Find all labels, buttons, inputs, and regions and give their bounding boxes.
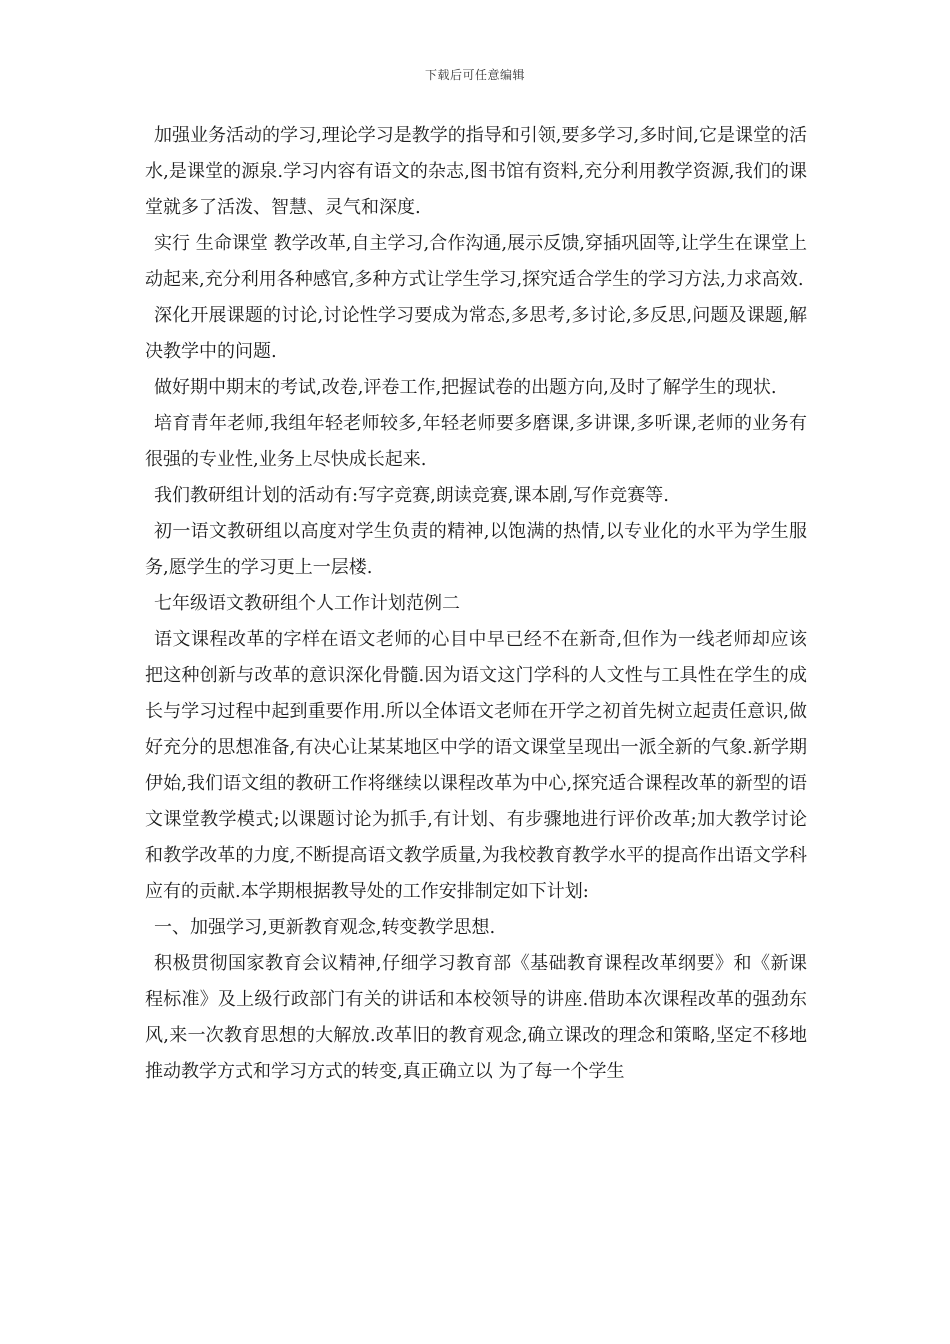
paragraph: 初一语文教研组以高度对学生负责的精神,以饱满的热情,以专业化的水平为学生服务,愿学生的学习更上一层楼.: [145, 521, 807, 578]
section-heading: 一、加强学习,更新教育观念,转变教学思想.: [154, 917, 496, 938]
paragraph: 深化开展课题的讨论,讨论性学习要成为常态,多思考,多讨论,多反思,问题及课题,解决教学中的问题.: [145, 305, 807, 362]
paragraph: 实行 生命课堂 教学改革,自主学习,合作沟通,展示反馈,穿插巩固等,让学生在课堂上动起来,充分利用各种感官,多种方式让学生学习,探究适合学生的学习方法,力求高效.: [145, 233, 807, 290]
paragraph: 积极贯彻国家教育会议精神,仔细学习教育部《基础教育课程改革纲要》和《新课程标准》及上级行政部门有关的讲话和本校领导的讲座.借助本次课程改革的强劲东风,来一次教育思想的大解放.改革旧的教育观念,确立课改的理念和策略,坚定不移地推动教学方式和学习方式的转变,真正确立以 为了每一个学生: [145, 953, 807, 1082]
paragraph: 语文课程改革的字样在语文老师的心目中早已经不在新奇,但作为一线老师却应该把这种创新与改革的意识深化骨髓.因为语文这门学科的人文性与工具性在学生的成长与学习过程中起到重要作用.所以全体语文老师在开学之初首先树立起责任意识,做好充分的思想准备,有决心让某某地区中学的语文课堂呈现出一派全新的气象.新学期伊始,我们语文组的教研工作将继续以课程改革为中心,探究适合课程改革的新型的语文课堂教学模式;以课题讨论为抓手,有计划、有步骤地进行评价改革;加大教学讨论和教学改革的力度,不断提高语文教学质量,为我校教育教学水平的提高作出语文学科应有的贡献.本学期根据教导处的工作安排制定如下计划:: [145, 629, 807, 902]
paragraph: 我们教研组计划的活动有:写字竞赛,朗读竞赛,课本剧,写作竞赛等.: [154, 485, 669, 506]
paragraph: 加强业务活动的学习,理论学习是教学的指导和引领,要多学习,多时间,它是课堂的活水,是课堂的源泉.学习内容有语文的杂志,图书馆有资料,充分利用教学资源,我们的课堂就多了活泼、智慧、灵气和深度.: [145, 125, 807, 218]
page-header: 下载后可任意编辑: [424, 68, 525, 82]
paragraph: 做好期中期末的考试,改卷,评卷工作,把握试卷的出题方向,及时了解学生的现状.: [154, 377, 777, 398]
paragraph: 培育青年老师,我组年轻老师较多,年轻老师要多磨课,多讲课,多听课,老师的业务有很强的专业性,业务上尽快成长起来.: [145, 413, 807, 470]
section-heading: 七年级语文教研组个人工作计划范例二: [154, 593, 460, 614]
document-body: [145, 118, 807, 1090]
